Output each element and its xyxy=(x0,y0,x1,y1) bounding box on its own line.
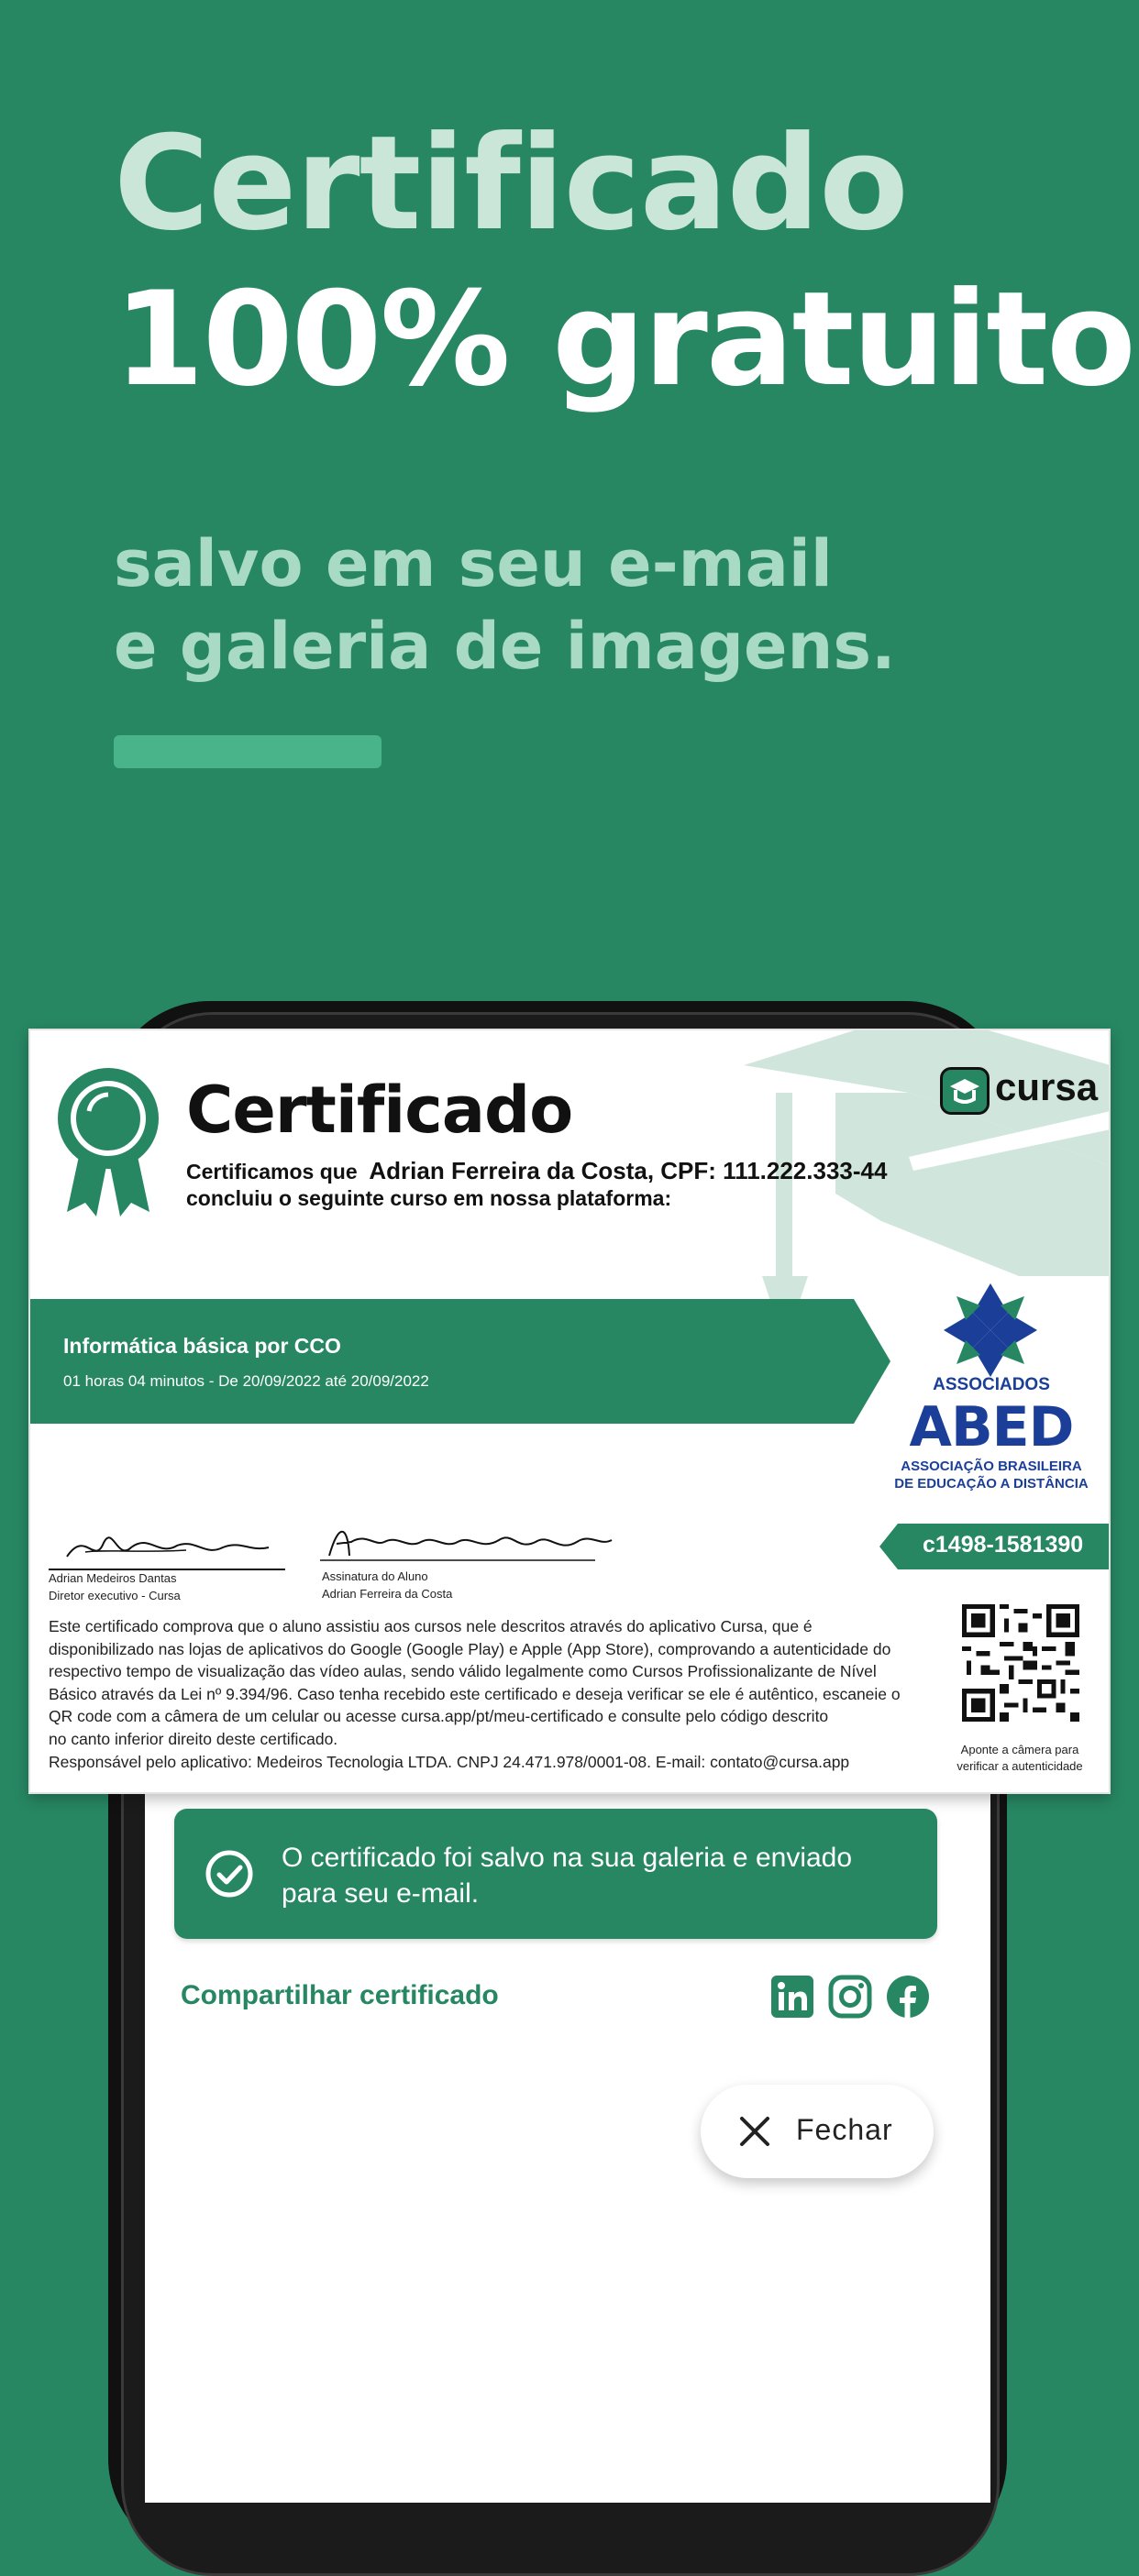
abed-line1: ASSOCIAÇÃO BRASILEIRA xyxy=(901,1459,1082,1474)
hero-subtitle xyxy=(114,523,896,688)
body-line: Básico através da Lei nº 9.394/96. Caso tenha recebido este certificado e deseja verificar se ele é autêntico, escaneie o xyxy=(49,1684,901,1703)
body-line: disponibilizado nas lojas de aplicativos do Google (Google Play) e Apple (App Store), comprovando a autenticidade do xyxy=(49,1639,891,1658)
abed-name: ABED xyxy=(909,1395,1074,1459)
abed-line2: DE EDUCAÇÃO A DISTÂNCIA xyxy=(894,1476,1089,1492)
body-line: Responsável pelo aplicativo: Medeiros Tecnologia LTDA. CNPJ 24.471.978/0001-08. E-mail: contato@cursa.app xyxy=(49,1752,850,1771)
success-notice xyxy=(174,1809,937,1939)
certificate-card xyxy=(28,1029,1111,1794)
director-name: Adrian Medeiros Dantas xyxy=(49,1571,177,1585)
close-button-label: Fechar xyxy=(796,2113,893,2146)
student-sign-role: Assinatura do Aluno xyxy=(322,1569,428,1583)
instagram-icon[interactable] xyxy=(828,1975,872,2019)
body-line: respectivo tempo de visualização das vídeo aulas, sendo válido legalmente como Cursos Profissionalizante de Nível xyxy=(49,1662,877,1681)
facebook-icon[interactable] xyxy=(886,1975,930,2019)
qr-caption-line2: verificar a autenticidade xyxy=(957,1759,1083,1773)
hero-subtitle-line2: e galeria de imagens. xyxy=(114,609,896,684)
close-button[interactable] xyxy=(701,2085,934,2178)
director-role: Diretor executivo - Cursa xyxy=(49,1589,181,1602)
hero-subtitle-line1: salvo em seu e-mail xyxy=(114,526,833,601)
body-line: Este certificado comprova que o aluno assistiu aos cursos nele descritos através do aplicativo Cursa, que é xyxy=(49,1617,813,1635)
check-circle-icon xyxy=(204,1848,255,1899)
certificate-code: c1498-1581390 xyxy=(923,1532,1084,1558)
course-meta: 01 horas 04 minutos - De 20/09/2022 até 20/09/2022 xyxy=(63,1372,429,1390)
success-message: O certificado foi salvo na sua galeria e enviado para seu e-mail. xyxy=(282,1843,853,1909)
hero-title-line1: Certificado xyxy=(114,108,908,259)
certificate-title: Certificado xyxy=(186,1073,573,1148)
linkedin-icon[interactable] xyxy=(770,1975,814,2019)
body-line: QR code com a câmera de um celular ou acesse cursa.app/pt/meu-certificado e consulte pelo código descrito xyxy=(49,1707,829,1726)
student-sign-name: Adrian Ferreira da Costa xyxy=(322,1587,453,1601)
student-name: Adrian Ferreira da Costa, CPF: 111.222.333-44 xyxy=(369,1157,888,1184)
course-name: Informática básica por CCO xyxy=(63,1334,341,1358)
body-line: no canto inferior direito deste certificado. xyxy=(49,1729,338,1748)
close-icon xyxy=(737,2114,772,2149)
certificate-line2: concluiu o seguinte curso em nossa plataforma: xyxy=(186,1186,672,1210)
qr-caption-line1: Aponte a câmera para xyxy=(960,1743,1079,1756)
share-certificate-label: Compartilhar certificado xyxy=(181,1980,499,2010)
decorative-bar xyxy=(114,735,382,768)
hero-title-line2: 100% gratuito xyxy=(114,264,1134,415)
certificate-border xyxy=(28,1029,1111,1794)
abed-associados: ASSOCIADOS xyxy=(933,1375,1050,1394)
certificate-intro-label: Certificamos que xyxy=(186,1160,358,1183)
cursa-logo-text: cursa xyxy=(995,1065,1099,1108)
